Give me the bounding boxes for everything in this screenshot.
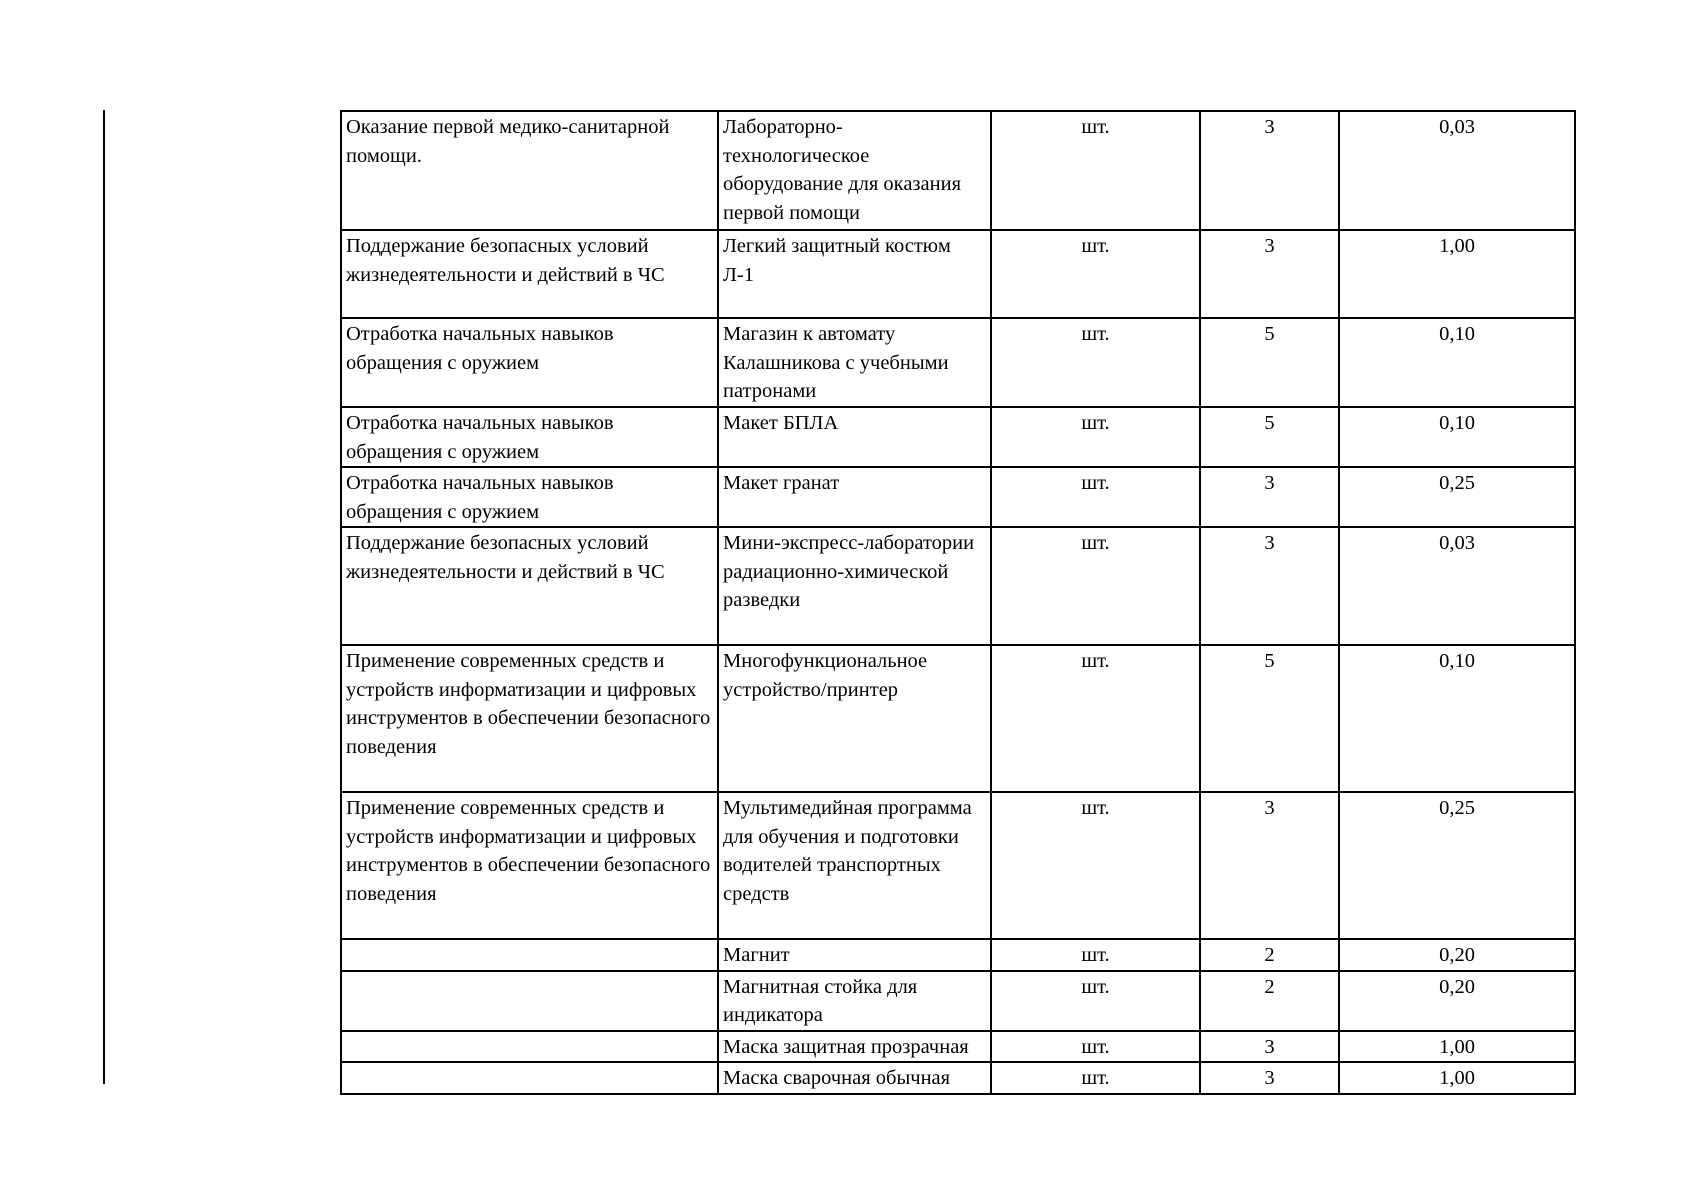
qty-cell: 2 (1200, 971, 1339, 1031)
table-row (341, 1031, 1575, 1063)
item-cell: Макет гранат (718, 467, 991, 527)
table-row (341, 792, 1575, 939)
item-cell: Многофункциональное устройство/принтер (718, 645, 991, 792)
table-row (341, 971, 1575, 1031)
table-row (341, 1062, 1575, 1094)
area-cell: Поддержание безопасных условий жизнедеятельности и действий в ЧС (341, 527, 718, 645)
table-row (341, 939, 1575, 971)
equipment-table (340, 110, 1576, 1095)
qty-cell: 3 (1200, 1031, 1339, 1063)
area-cell: Поддержание безопасных условий жизнедеятельности и действий в ЧС (341, 230, 718, 318)
area-cell: Применение современных средств и устройств информатизации и цифровых инструментов в обеспечении безопасного поведения (341, 645, 718, 792)
area-cell: Отработка начальных навыков обращения с оружием (341, 467, 718, 527)
item-cell: Магнитная стойка для индикатора (718, 971, 991, 1031)
value-cell: 1,00 (1339, 1062, 1575, 1094)
area-cell (341, 939, 718, 971)
qty-cell: 5 (1200, 318, 1339, 407)
area-cell (341, 1062, 718, 1094)
value-cell: 0,03 (1339, 527, 1575, 645)
area-cell (341, 971, 718, 1031)
table-row (341, 645, 1575, 792)
area-cell: Отработка начальных навыков обращения с оружием (341, 407, 718, 467)
qty-cell: 3 (1200, 792, 1339, 939)
table-row (341, 467, 1575, 527)
unit-cell: шт. (991, 111, 1200, 230)
item-cell: Магазин к автомату Калашникова с учебными патронами (718, 318, 991, 407)
unit-cell: шт. (991, 939, 1200, 971)
item-cell: Лабораторно-технологическое оборудование для оказания первой помощи (718, 111, 991, 230)
unit-cell: шт. (991, 407, 1200, 467)
qty-cell: 3 (1200, 1062, 1339, 1094)
unit-cell: шт. (991, 318, 1200, 407)
area-cell (341, 1031, 718, 1063)
value-cell: 0,20 (1339, 971, 1575, 1031)
value-cell: 0,25 (1339, 792, 1575, 939)
value-cell: 0,20 (1339, 939, 1575, 971)
value-cell: 0,10 (1339, 407, 1575, 467)
item-cell: Легкий защитный костюм Л-1 (718, 230, 991, 318)
value-cell: 0,10 (1339, 645, 1575, 792)
qty-cell: 3 (1200, 230, 1339, 318)
area-cell: Оказание первой медико-санитарной помощи. (341, 111, 718, 230)
item-cell: Магнит (718, 939, 991, 971)
table-row (341, 407, 1575, 467)
unit-cell: шт. (991, 1031, 1200, 1063)
qty-cell: 3 (1200, 527, 1339, 645)
qty-cell: 5 (1200, 645, 1339, 792)
unit-cell: шт. (991, 645, 1200, 792)
qty-cell: 3 (1200, 111, 1339, 230)
value-cell: 0,03 (1339, 111, 1575, 230)
item-cell: Маска сварочная обычная (718, 1062, 991, 1094)
qty-cell: 5 (1200, 407, 1339, 467)
unit-cell: шт. (991, 792, 1200, 939)
table-row (341, 111, 1575, 230)
value-cell: 0,25 (1339, 467, 1575, 527)
unit-cell: шт. (991, 467, 1200, 527)
table-row (341, 527, 1575, 645)
qty-cell: 3 (1200, 467, 1339, 527)
area-cell: Применение современных средств и устройств информатизации и цифровых инструментов в обеспечении безопасного поведения (341, 792, 718, 939)
table-row (341, 318, 1575, 407)
item-cell: Макет БПЛА (718, 407, 991, 467)
item-cell: Маска защитная прозрачная (718, 1031, 991, 1063)
value-cell: 0,10 (1339, 318, 1575, 407)
unit-cell: шт. (991, 230, 1200, 318)
value-cell: 1,00 (1339, 1031, 1575, 1063)
table-row (341, 230, 1575, 318)
area-cell: Отработка начальных навыков обращения с оружием (341, 318, 718, 407)
item-cell: Мини-экспресс-лаборатории радиационно-химической разведки (718, 527, 991, 645)
unit-cell: шт. (991, 971, 1200, 1031)
item-cell: Мультимедийная программа для обучения и подготовки водителей транспортных средств (718, 792, 991, 939)
left-margin-line (103, 110, 105, 1084)
unit-cell: шт. (991, 1062, 1200, 1094)
value-cell: 1,00 (1339, 230, 1575, 318)
unit-cell: шт. (991, 527, 1200, 645)
qty-cell: 2 (1200, 939, 1339, 971)
